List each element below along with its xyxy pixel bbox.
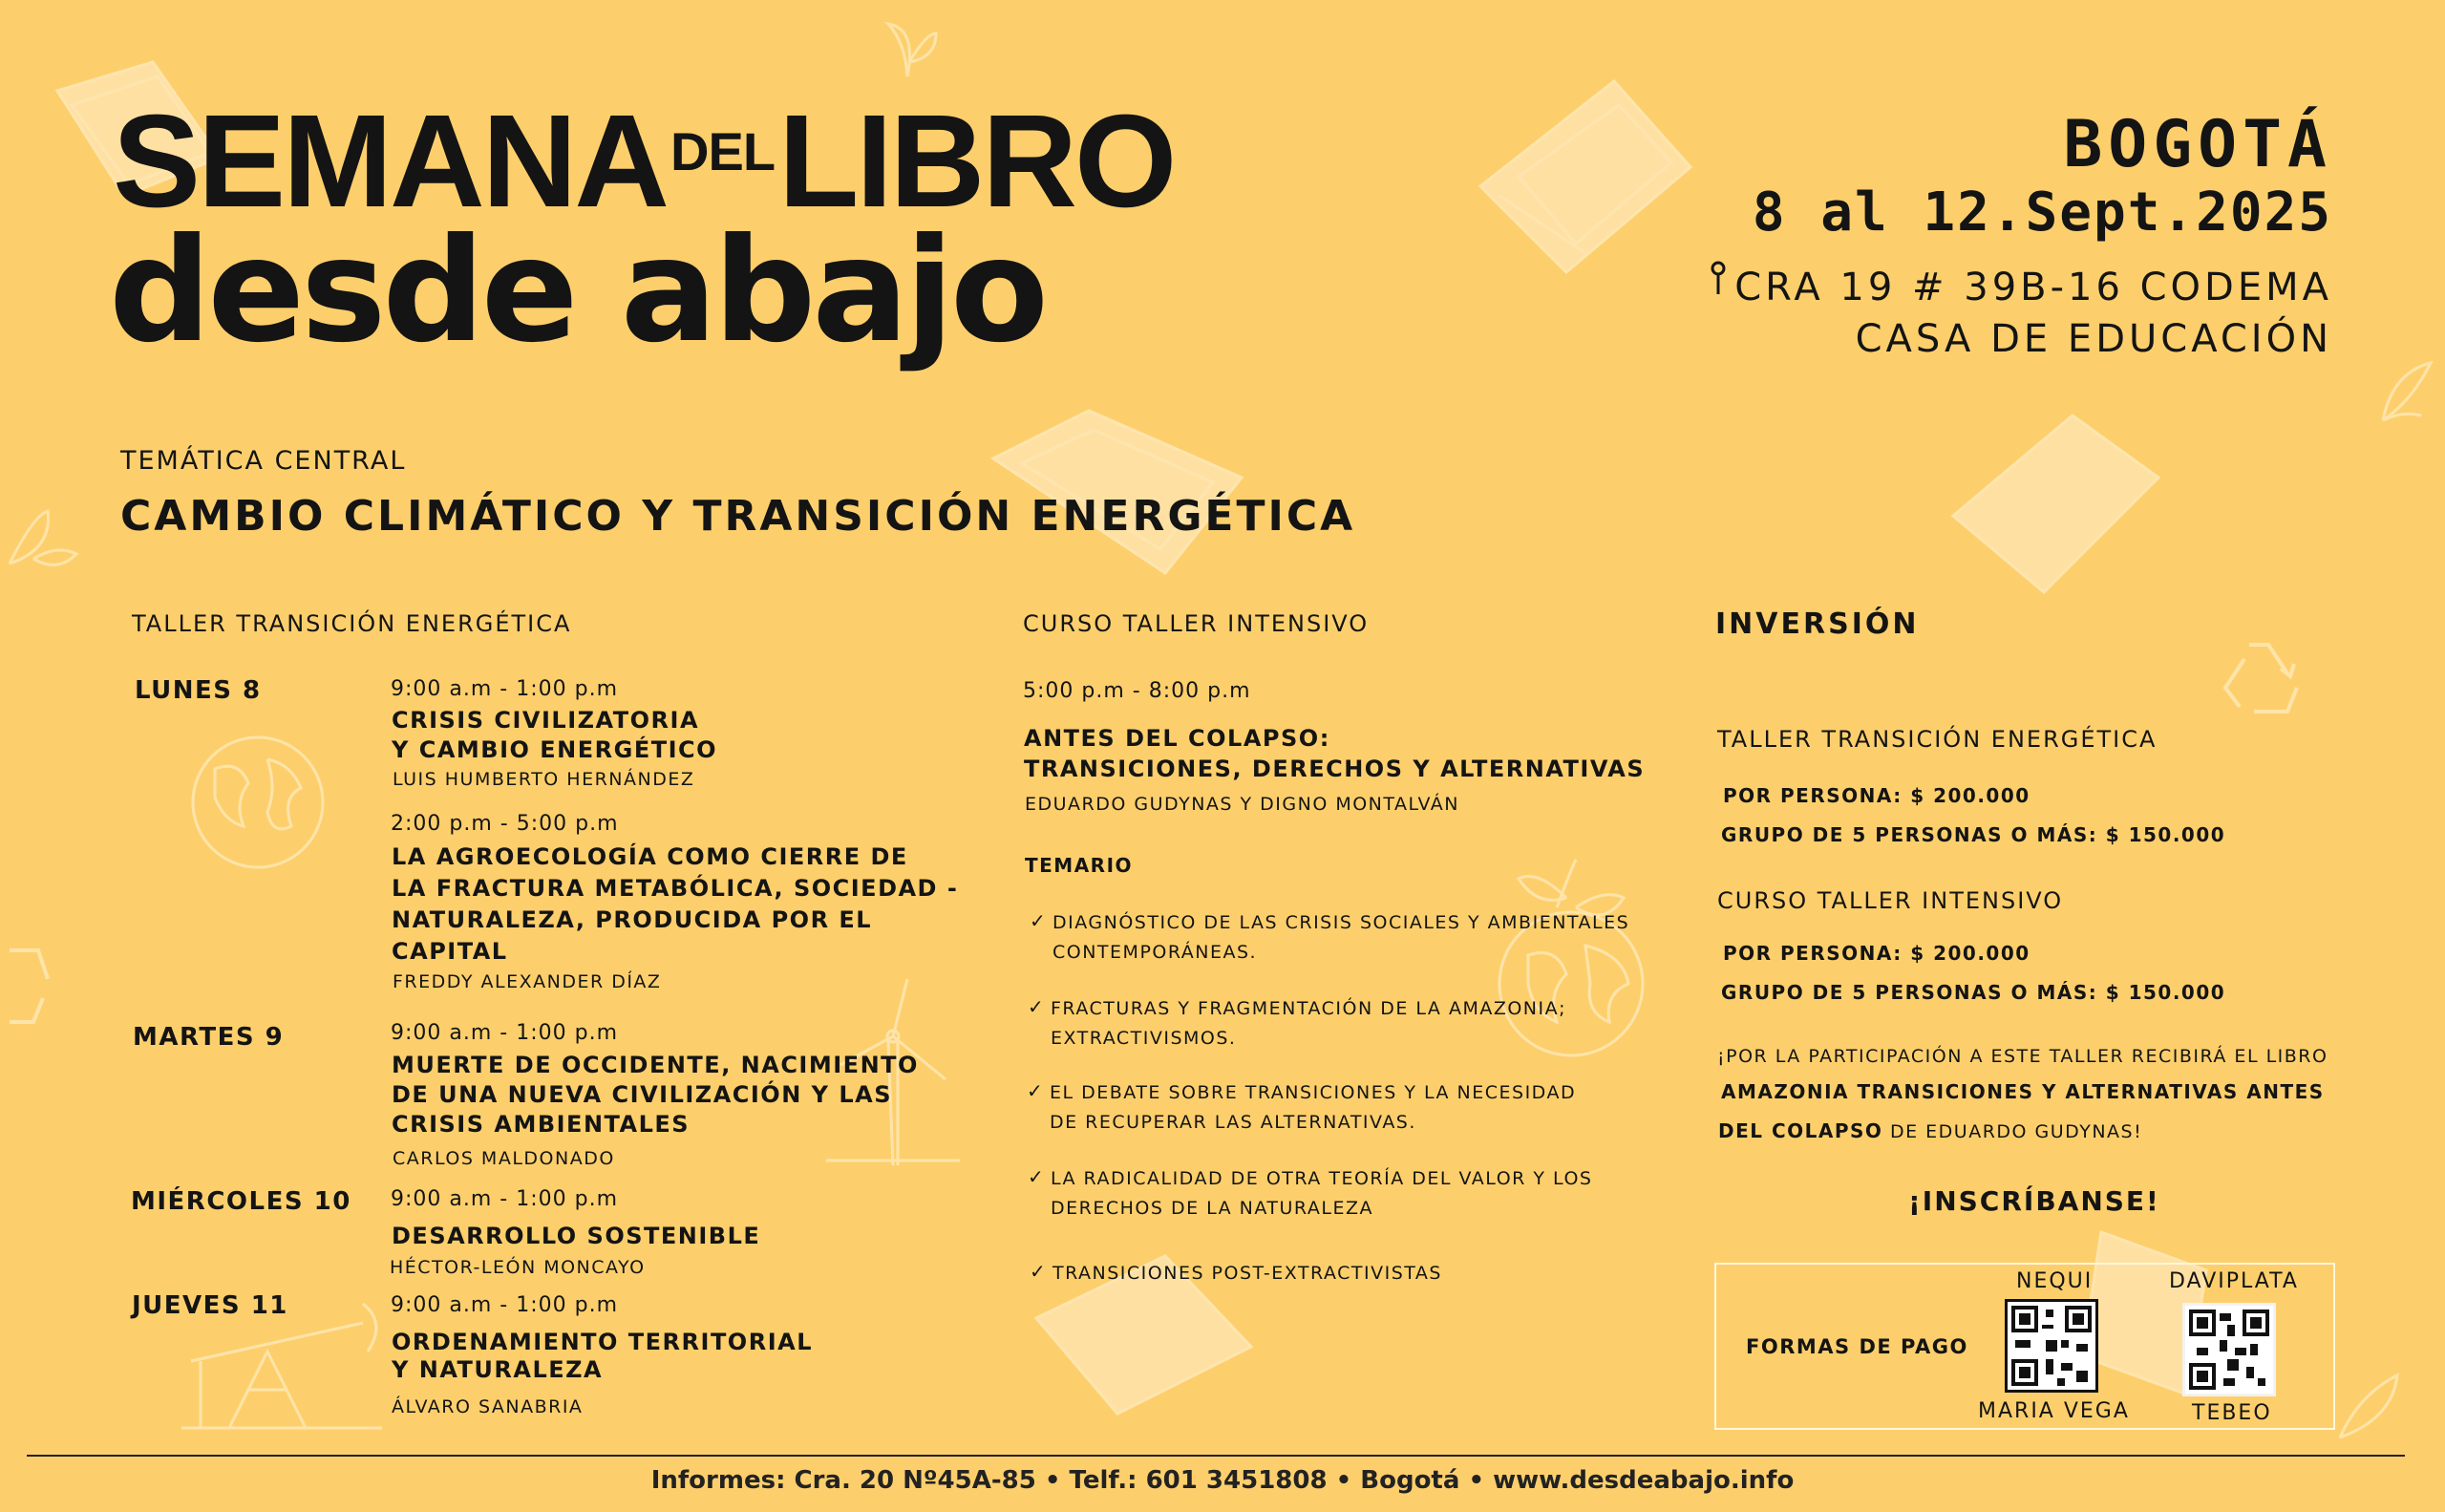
title-word-libro: LIBRO	[778, 88, 1175, 235]
curso-speakers: EDUARDO GUDYNAS Y DIGNO MONTALVÁN	[1025, 794, 1459, 815]
leaf-icon	[869, 5, 946, 81]
inversion-heading: INVERSIÓN	[1715, 607, 1920, 641]
book-icon	[1461, 62, 1710, 282]
leaf-icon	[5, 501, 81, 578]
day-label: MARTES 9	[133, 1023, 285, 1052]
theme-title: CAMBIO CLIMÁTICO Y TRANSICIÓN ENERGÉTICA	[120, 492, 1356, 541]
session-title: LA AGROECOLOGÍA COMO CIERRE DE LA FRACTURA METABÓLICA, SOCIEDAD - NATURALEZA, PRODUCIDA POR EL CAPITAL	[392, 843, 959, 965]
title-word-del: DEL	[670, 121, 776, 181]
footer-divider	[27, 1455, 2405, 1457]
temario-item: ✓ EL DEBATE SOBRE TRANSICIONES Y LA NECESIDAD DE RECUPERAR LAS ALTERNATIVAS.	[1050, 1078, 1576, 1138]
temario-item: ✓ DIAGNÓSTICO DE LAS CRISIS SOCIALES Y AMBIENTALES CONTEMPORÁNEAS.	[1052, 908, 1629, 968]
taller-heading: TALLER TRANSICIÓN ENERGÉTICA	[132, 610, 572, 637]
nequi-qr-code	[2005, 1299, 2098, 1393]
nequi-label: NEQUI	[2016, 1269, 2094, 1293]
session-time: 9:00 a.m - 1:00 p.m	[391, 1021, 619, 1045]
session-time: 9:00 a.m - 1:00 p.m	[391, 1293, 619, 1317]
temario-item: ✓ LA RADICALIDAD DE OTRA TEORÍA DEL VALOR Y LOS DERECHOS DE LA NATURALEZA	[1051, 1164, 1592, 1224]
curso-time: 5:00 p.m - 8:00 p.m	[1023, 679, 1251, 703]
check-icon: ✓	[1030, 1260, 1048, 1283]
session-speaker: FREDDY ALEXANDER DÍAZ	[393, 971, 662, 992]
curso-price-person: POR PERSONA: $ 200.000	[1723, 942, 2030, 965]
event-venue: CASA DE EDUCACIÓN	[1855, 317, 2332, 361]
curso-title: ANTES DEL COLAPSO: TRANSICIONES, DERECHOS Y ALTERNATIVAS	[1024, 725, 1646, 782]
recycle-icon	[0, 941, 53, 1032]
address-text: CRA 19 # 39B-16 CODEMA	[1734, 266, 2332, 309]
event-dates: 8 al 12.Sept.2025	[1752, 181, 2332, 244]
nequi-holder: MARIA VEGA	[1978, 1399, 2130, 1423]
temario-item: ✓ TRANSICIONES POST-EXTRACTIVISTAS	[1052, 1259, 1442, 1288]
book-offer-line1: ¡POR LA PARTICIPACIÓN A ESTE TALLER RECIBIRÁ EL LIBRO	[1717, 1046, 2328, 1067]
event-subtitle: desde abajo	[109, 208, 1045, 374]
curso-heading: CURSO TALLER INTENSIVO	[1023, 610, 1370, 637]
check-icon: ✓	[1030, 909, 1048, 932]
session-speaker: CARLOS MALDONADO	[393, 1148, 615, 1169]
taller-price-person: POR PERSONA: $ 200.000	[1723, 784, 2030, 807]
temario-heading: TEMARIO	[1025, 854, 1134, 877]
session-time: 9:00 a.m - 1:00 p.m	[391, 1187, 619, 1211]
check-icon: ✓	[1028, 995, 1046, 1018]
check-icon: ✓	[1027, 1079, 1045, 1102]
temario-item: ✓ FRACTURAS Y FRAGMENTACIÓN DE LA AMAZONIA; EXTRACTIVISMOS.	[1051, 994, 1566, 1054]
session-speaker: ÁLVARO SANABRIA	[392, 1396, 584, 1417]
session-title: ORDENAMIENTO TERRITORIAL Y NATURALEZA	[392, 1329, 813, 1383]
curso-price-group: GRUPO DE 5 PERSONAS O MÁS: $ 150.000	[1721, 981, 2226, 1004]
session-title: CRISIS CIVILIZATORIA Y CAMBIO ENERGÉTICO	[392, 707, 718, 763]
leaf-icon	[2373, 344, 2440, 430]
signup-cta: ¡INSCRÍBANSE!	[1908, 1185, 2160, 1217]
taller-price-label: TALLER TRANSICIÓN ENERGÉTICA	[1717, 726, 2158, 753]
daviplata-label: DAVIPLATA	[2169, 1269, 2299, 1293]
payment-box	[1714, 1263, 2335, 1430]
leaf-icon	[2330, 1366, 2407, 1442]
day-label: MIÉRCOLES 10	[131, 1187, 351, 1216]
globe-icon	[186, 731, 330, 874]
daviplata-qr-code	[2182, 1303, 2276, 1396]
book-offer-line2: AMAZONIA TRANSICIONES Y ALTERNATIVAS ANTES	[1721, 1080, 2325, 1103]
day-label: LUNES 8	[135, 676, 262, 705]
event-address	[1708, 260, 2332, 309]
taller-price-group: GRUPO DE 5 PERSONAS O MÁS: $ 150.000	[1721, 823, 2226, 846]
book-offer-line3: DEL COLAPSO DE EDUARDO GUDYNAS!	[1718, 1119, 2143, 1142]
daviplata-holder: TEBEO	[2192, 1401, 2272, 1425]
footer-info: Informes: Cra. 20 Nº45A-85 • Telf.: 601 3451808 • Bogotá • www.desdeabajo.info	[650, 1466, 1795, 1495]
session-speaker: HÉCTOR-LEÓN MONCAYO	[390, 1257, 646, 1278]
city: BOGOTÁ	[2063, 107, 2332, 182]
day-label: JUEVES 11	[132, 1291, 288, 1320]
payment-label: FORMAS DE PAGO	[1746, 1335, 1968, 1358]
book-icon	[1939, 401, 2168, 602]
check-icon: ✓	[1028, 1165, 1046, 1188]
title-word-semana: SEMANA	[113, 88, 668, 235]
curso-price-label: CURSO TALLER INTENSIVO	[1717, 887, 2064, 914]
session-title: MUERTE DE OCCIDENTE, NACIMIENTO DE UNA NUEVA CIVILIZACIÓN Y LAS CRISIS AMBIENTALES	[392, 1052, 919, 1138]
session-time: 2:00 p.m - 5:00 p.m	[391, 812, 619, 836]
recycle-icon	[2216, 630, 2316, 726]
pin-icon	[1708, 260, 1729, 296]
session-title: DESARROLLO SOSTENIBLE	[392, 1223, 761, 1249]
session-time: 9:00 a.m - 1:00 p.m	[391, 677, 619, 701]
theme-label: TEMÁTICA CENTRAL	[120, 446, 407, 476]
session-speaker: LUIS HUMBERTO HERNÁNDEZ	[393, 769, 695, 790]
